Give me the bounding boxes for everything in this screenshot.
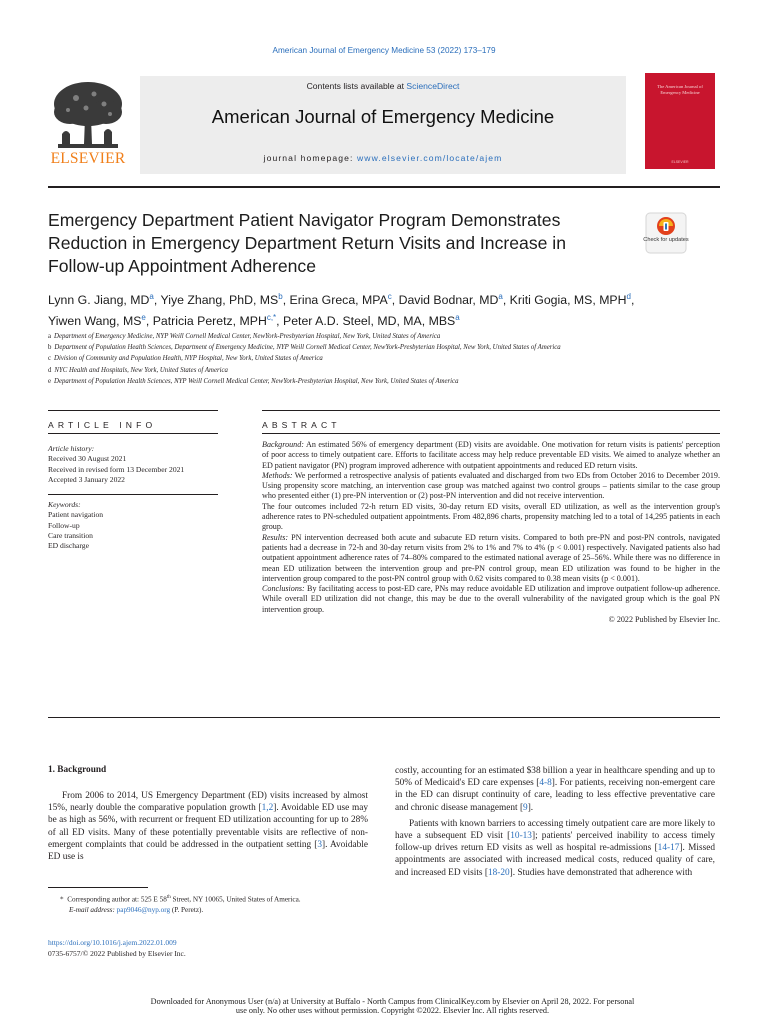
keyword: ED discharge: [48, 541, 89, 551]
abstract-rule: [262, 410, 720, 411]
abstract-copyright: © 2022 Published by Elsevier Inc.: [608, 615, 720, 625]
body-paragraph: costly, accounting for an estimated $38 billion a year in healthcare spending and up to 50% of Medicaid's ED care expenses [4-8]. For patients, receiving non-emergent care in the ED can disrupt continuity of care, leading to less effective preventative care and chronic disease management [9].: [395, 766, 715, 813]
affiliation: d NYC Health and Hospitals, New York, United States of America: [48, 366, 228, 374]
author[interactable]: Patricia Peretz, $MPH^{c,*}$: [152, 313, 277, 329]
author[interactable]: Lynn G. Jiang, $MD^a$: [48, 292, 154, 308]
citation-link[interactable]: 4-8: [539, 778, 552, 789]
keyword: Patient navigation: [48, 510, 104, 520]
abstract-methods: Methods: We performed a retrospective analysis of patients evaluated and discharged from two EDs from October 2016 to December 2019. Using propensity score matching, an intervention case group was matched against two control groups – patients similar to the case group who presented either (1) pre-PN intervention or (2) post-PN intervention and did not receive intervention.: [262, 470, 720, 501]
revised-date: Received in revised form 13 December 2021: [48, 464, 185, 474]
citation-link[interactable]: 18-20: [487, 867, 510, 878]
check-for-updates-icon[interactable]: [645, 212, 687, 254]
corresponding-author-footnote: * Corresponding author at: 525 E 58th Street, NY 10065, United States of America. E-mail address: pap9046@nyp.org (P. Peretz).: [60, 895, 301, 915]
keyword: Care transition: [48, 530, 93, 540]
header-rule: [48, 186, 720, 188]
received-date: Received 30 August 2021: [48, 454, 127, 464]
abstract-heading: ABSTRACT: [262, 420, 341, 430]
contents-line: Contents lists available at ScienceDirect: [306, 81, 460, 91]
article-info-rule: [48, 410, 218, 411]
affiliation: c Division of Community and Population Health, NYP Hospital, New York, United States of America: [48, 355, 323, 363]
author-list: Lynn G. Jiang, $MD^a$, Yiye Zhang, PhD, $MS^b$, Erina Greca, MPA$^c$, David Bodnar, $MD^a$, Kriti Gogia, MS, MPH$^d$, Yiwen Wang, $MS^e$, Patricia Peretz, $MPH^{c,*}$, Peter A.D. Steel, MD, MA, MBS$^a$: [48, 292, 635, 329]
doi-link[interactable]: https://doi.org/10.1016/j.ajem.2022.01.009: [48, 938, 177, 947]
journal-homepage: journal homepage: www.elsevier.com/locate/ajem: [263, 153, 503, 163]
abstract-conclusions: Conclusions: By facilitating access to post-ED care, PNs may reduce avoidable ED utilization and improve outpatient follow-up adherence. While overall ED utilization did not change, this may be due to the overall vulnerability of the navigated group which is the goal PN intervention group.: [262, 584, 720, 614]
abstract-results: Results: PN intervention decreased both acute and subacute ED return visits. Compared to both pre-PN and post-PN controls, navigated patients had a decrease in 72-h and 30-day return visits from 2% to 1% and 7% to 4% (p < 0.001) respectively. Navigated patients also had outpatient appointment adherence rates of 74–80% compared to the estimated national average of 25–56%. While there was no difference in mean ED utilization between the intervention group and pre-PN control group, mean ED utilization was found to be higher in the intervention group compared to the post-PN control group with 0.62 visits compared to 0.38 mean visits (p < 0.001).: [262, 532, 720, 583]
citation-link[interactable]: 1,2: [261, 803, 274, 814]
body-paragraph: From 2006 to 2014, US Emergency Department (ED) visits increased by almost 15%, nearly double the comparative population growth [1,2]. Avoidable ED use may be as high as 56%, with recurrent or frequent ED utilization accounting for up to 28% of all ED visits. Many of these potentially preventable visits are reflective of non-emergent complaints that could be addressed in the outpatient setting [3]. Avoidable ED use is: [48, 791, 368, 863]
affiliation-list: [48, 331, 728, 387]
homepage-link[interactable]: www.elsevier.com/locate/ajem: [356, 153, 503, 163]
accepted-date: Accepted 3 January 2022: [48, 474, 125, 484]
article-info-subrule: [48, 433, 218, 434]
affiliation: b Department of Population Health Sciences, Department of Emergency Medicine, NYP Weill Cornell Medical Center, NewYork-Presbyterian Hospital, New York, United States of America: [48, 344, 561, 352]
download-notice: Downloaded for Anonymous User (n/a) at University at Buffalo - North Campus from ClinicalKey.com by Elsevier on April 28, 2022. For personal use only. No other uses without permission. Copyright ©2022. Elsevier Inc. All rights reserved.: [150, 997, 635, 1016]
elsevier-wordmark: ELSEVIER: [50, 150, 126, 167]
issn-line: 0735-6757/© 2022 Published by Elsevier Inc.: [48, 949, 186, 959]
abstract-background: Background: An estimated 56% of emergency department (ED) visits are avoidable. One motivation for return visits is patients' perception of poor access to timely outpatient care. Efforts to facilitate access may help reduce preventable ED visits. We aimed to analyze whether an ED patient navigator (PN) program improved adherence with outpatient appointments and reduced ED return visits.: [262, 440, 720, 470]
author[interactable]: Yiwen Wang, $MS^e$: [48, 313, 146, 329]
footnote-rule: [48, 887, 148, 888]
abstract-body: [262, 440, 720, 625]
sciencedirect-link[interactable]: ScienceDirect: [406, 81, 460, 91]
cover-publisher: ELSEVIER: [671, 160, 689, 164]
affiliation: a Department of Emergency Medicine, NYP Weill Cornell Medical Center, NewYork-Presbyterian Hospital, New York, United States of America: [48, 333, 441, 340]
author[interactable]: Yiye Zhang, PhD, $MS^b$: [160, 292, 283, 308]
email-link[interactable]: pap9046@nyp.org: [116, 906, 171, 915]
body-left-column: [48, 790, 368, 863]
article-info-heading: ARTICLE INFO: [48, 420, 157, 430]
keyword: Follow-up: [48, 520, 80, 530]
abstract-methods-continued: The four outcomes included 72-h return ED visits, 30-day return ED visits, overall ED utilization, as well as the intervention group's adherence rates to PN-scheduled outpatient appointments. From 482,896 charts, propensity matching led to a total of 14,295 patients in each group.: [262, 501, 720, 532]
citation-link[interactable]: 9: [523, 802, 528, 813]
article-title: Emergency Department Patient Navigator Program Demonstrates Reduction in Emergency Department Return Visits and Increase in Follow-up Appointment Adherence: [48, 210, 566, 276]
author[interactable]: Erina Greca, MPA$^c$: [289, 292, 392, 308]
journal-citation[interactable]: American Journal of Emergency Medicine 53 (2022) 173–179: [272, 46, 496, 55]
author[interactable]: David Bodnar, $MD^a$: [398, 292, 503, 308]
citation-link[interactable]: 10-13: [510, 831, 532, 842]
article-history: [48, 444, 218, 485]
citation-link[interactable]: 3: [317, 839, 322, 850]
history-divider: [48, 494, 218, 495]
section-heading-background: 1. Background: [48, 765, 107, 775]
author[interactable]: Peter A.D. Steel, MD, MA, MBS$^a$: [283, 313, 460, 329]
check-for-updates-label[interactable]: Check for updates: [643, 237, 689, 243]
keywords-label: Keywords:: [48, 500, 81, 509]
history-label: Article history:: [48, 444, 95, 453]
cover-title: The American Journal of Emergency Medicine: [657, 84, 703, 95]
body-paragraph: Patients with known barriers to accessing timely outpatient care are more likely to have a subsequent ED visit [10-13]; patients' perceived inability to access timely follow-up drives return ED visits as well as hospital re-admissions [14-17]. Missed appointments are associated with increased medical costs, reduced quality of care, and increased ED visits [18-20]. Studies have demonstrated that adherence with: [395, 818, 715, 878]
affiliation: e Department of Population Health Sciences, NYP Weill Cornell Medical Center, NewYork-Presbyterian Hospital, New York, United States of America: [48, 377, 459, 385]
body-right-column: [395, 765, 715, 879]
citation-link[interactable]: 14-17: [657, 843, 680, 854]
abstract-bottom-rule: [48, 717, 720, 718]
doi-block: [48, 937, 186, 959]
author[interactable]: Kriti Gogia, MS, MPH$^d$: [509, 292, 631, 308]
abstract-subrule: [262, 433, 720, 434]
journal-title: American Journal of Emergency Medicine: [211, 106, 555, 127]
keywords: [48, 500, 218, 551]
